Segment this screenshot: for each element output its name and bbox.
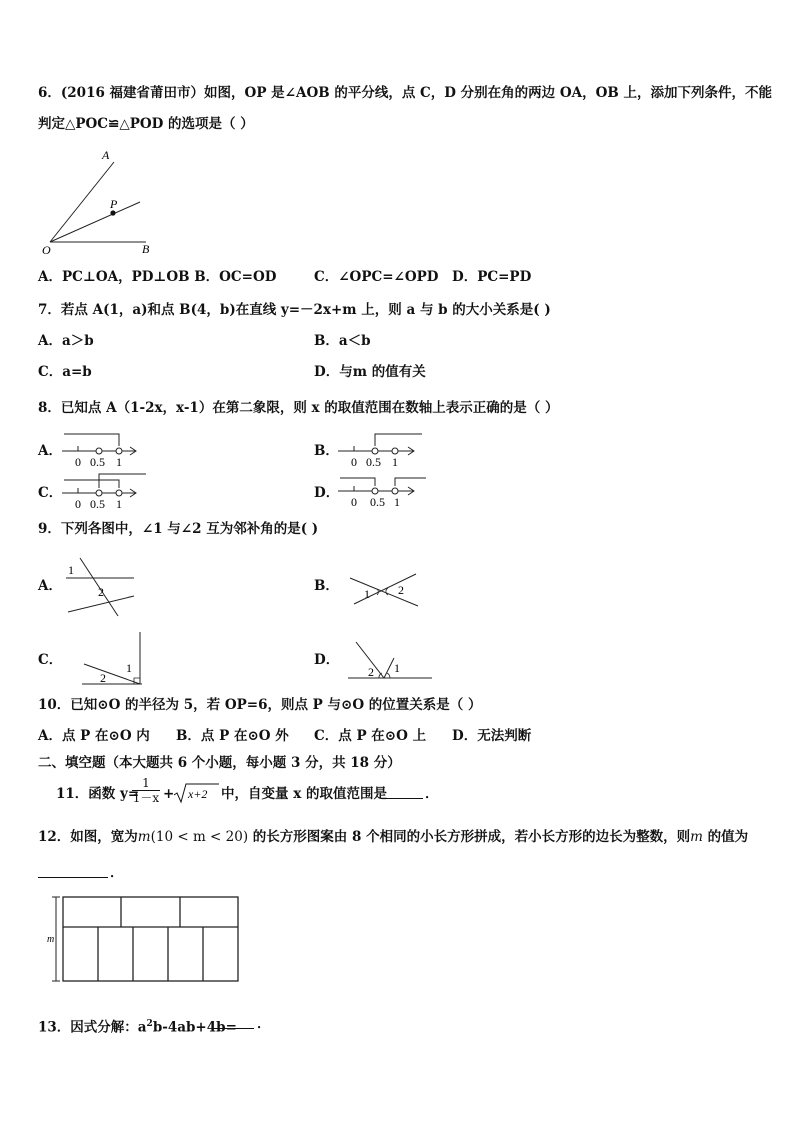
q10-option-a[interactable]: A．点 P 在⊙O 内 (38, 728, 150, 744)
q12-condition: (10 < m < 20) (150, 829, 249, 845)
q9-figure-a (60, 554, 140, 618)
svg-text:0.5: 0.5 (370, 495, 385, 509)
q12-prefix: 12．如图，宽为 (38, 829, 138, 845)
q8-option-a[interactable]: A． (38, 443, 62, 459)
svg-text:2: 2 (368, 665, 374, 679)
svg-text:1: 1 (364, 587, 370, 601)
section-heading: 二、填空题（本大题共 6 个小题，每小题 3 分，共 18 分） (38, 755, 401, 771)
q12-var-m: m (137, 829, 151, 845)
q6-stem-line2: 判定△POC≌△POD 的选项是（ ） (38, 116, 254, 132)
q12-rectangle-figure (44, 894, 244, 986)
q7-stem: 7．若点 A(1，a)和点 B(4，b)在直线 y=－2x+m 上，则 a 与 b 的大小关系是( ) (38, 302, 551, 318)
q12-var-m2: m (690, 829, 703, 845)
q11-numerator: 1 (142, 776, 150, 790)
q12-end: ． (110, 865, 124, 881)
q7-option-b[interactable]: B．a＜b (314, 333, 371, 349)
q9-option-c[interactable]: C． (38, 652, 63, 668)
svg-text:2: 2 (98, 585, 104, 599)
q6-stem-line1: 6．(2016 福建省莆田市）如图，OP 是∠AOB 的平分线，点 C，D 分别在角的两边 OA，OB 上，添加下列条件，不能 (38, 85, 772, 101)
svg-text:1: 1 (392, 455, 398, 469)
q11-prefix: 11．函数 y= (56, 786, 140, 802)
point-p-dot (110, 210, 115, 215)
q11-end: ． (425, 786, 439, 802)
q10-stem: 10．已知⊙O 的半径为 5，若 OP=6，则点 P 与⊙O 的位置关系是（ ） (38, 697, 482, 713)
q13-answer-blank[interactable] (212, 1015, 254, 1029)
svg-text:0: 0 (351, 495, 357, 509)
svg-text:2: 2 (398, 583, 404, 597)
svg-text:1: 1 (126, 661, 132, 675)
svg-text:1: 1 (394, 495, 400, 509)
q13-end: ． (257, 1016, 271, 1032)
q12-suffix: 的值为 (707, 829, 749, 845)
svg-text:2: 2 (100, 671, 106, 685)
q13-prefix: 13．因式分解：a (38, 1019, 147, 1036)
q11-answer-blank[interactable] (383, 785, 423, 799)
q9-figure-b (346, 568, 426, 610)
q7-option-a[interactable]: A．a＞b (38, 333, 94, 349)
q9-figure-c (78, 630, 148, 686)
q11-radicand: x+2 (188, 787, 208, 801)
svg-text:0: 0 (351, 455, 357, 469)
q12-answer-blank[interactable] (38, 864, 108, 878)
q10-option-d[interactable]: D．无法判断 (452, 728, 532, 744)
q10-option-b[interactable]: B．点 P 在⊙O 外 (176, 728, 289, 744)
q9-option-b[interactable]: B． (314, 578, 339, 594)
svg-text:0.5: 0.5 (90, 497, 105, 511)
q12-line (38, 828, 748, 846)
q12-dimension-label: m (47, 934, 55, 945)
q6-option-c[interactable]: C．∠OPC=∠OPD (314, 269, 439, 285)
q10-option-c[interactable]: C．点 P 在⊙O 上 (314, 728, 427, 744)
q7-option-d[interactable]: D．与m 的值有关 (314, 364, 426, 380)
q7-option-c[interactable]: C．a=b (38, 364, 92, 380)
label-o: O (42, 243, 51, 257)
svg-text:0.5: 0.5 (366, 455, 381, 469)
label-a: A (102, 148, 110, 162)
q9-option-a[interactable]: A． (38, 578, 62, 594)
q9-figure-d (346, 638, 436, 682)
q8-option-c[interactable]: C． (38, 485, 63, 501)
svg-text:0.5: 0.5 (90, 455, 105, 469)
q11-sqrt-sign (173, 782, 221, 804)
svg-text:1: 1 (394, 661, 400, 675)
label-b: B (142, 242, 150, 256)
q8-stem: 8．已知点 A（1-2x，x-1）在第二象限，则 x 的取值范围在数轴上表示正确的是（ ） (38, 400, 559, 416)
label-p: P (110, 197, 118, 211)
q13-exponent: 2 (146, 1019, 153, 1029)
q11-suffix: 中，自变量 x 的取值范围是 (221, 786, 387, 802)
q11-denominator: 1－x (132, 791, 160, 805)
svg-text:0: 0 (75, 455, 81, 469)
q8-numberline-c (60, 470, 150, 512)
q8-option-b[interactable]: B． (314, 443, 339, 459)
svg-text:1: 1 (68, 563, 74, 577)
q11-plus: + (163, 786, 175, 802)
q8-numberline-d (336, 472, 428, 514)
svg-text:1: 1 (116, 455, 122, 469)
q11-fraction (132, 776, 160, 805)
q9-stem: 9．下列各图中，∠1 与∠2 互为邻补角的是( ) (38, 521, 319, 537)
q13-rest: b-4ab+4b= (152, 1019, 237, 1036)
q6-angle-figure (38, 146, 168, 258)
svg-text:1: 1 (116, 497, 122, 511)
q6-option-ab[interactable]: A．PC⊥OA，PD⊥OB B．OC=OD (38, 269, 277, 285)
q12-middle: 的长方形图案由 8 个相同的小长方形拼成，若小长方形的边长为整数，则 (252, 829, 691, 845)
q8-numberline-b (336, 428, 426, 470)
q8-option-d[interactable]: D． (314, 485, 340, 501)
q13-line (38, 1015, 237, 1037)
svg-text:0: 0 (75, 497, 81, 511)
q6-option-d[interactable]: D．PC=PD (452, 269, 532, 285)
q9-option-d[interactable]: D． (314, 652, 340, 668)
q8-numberline-a (60, 428, 140, 470)
